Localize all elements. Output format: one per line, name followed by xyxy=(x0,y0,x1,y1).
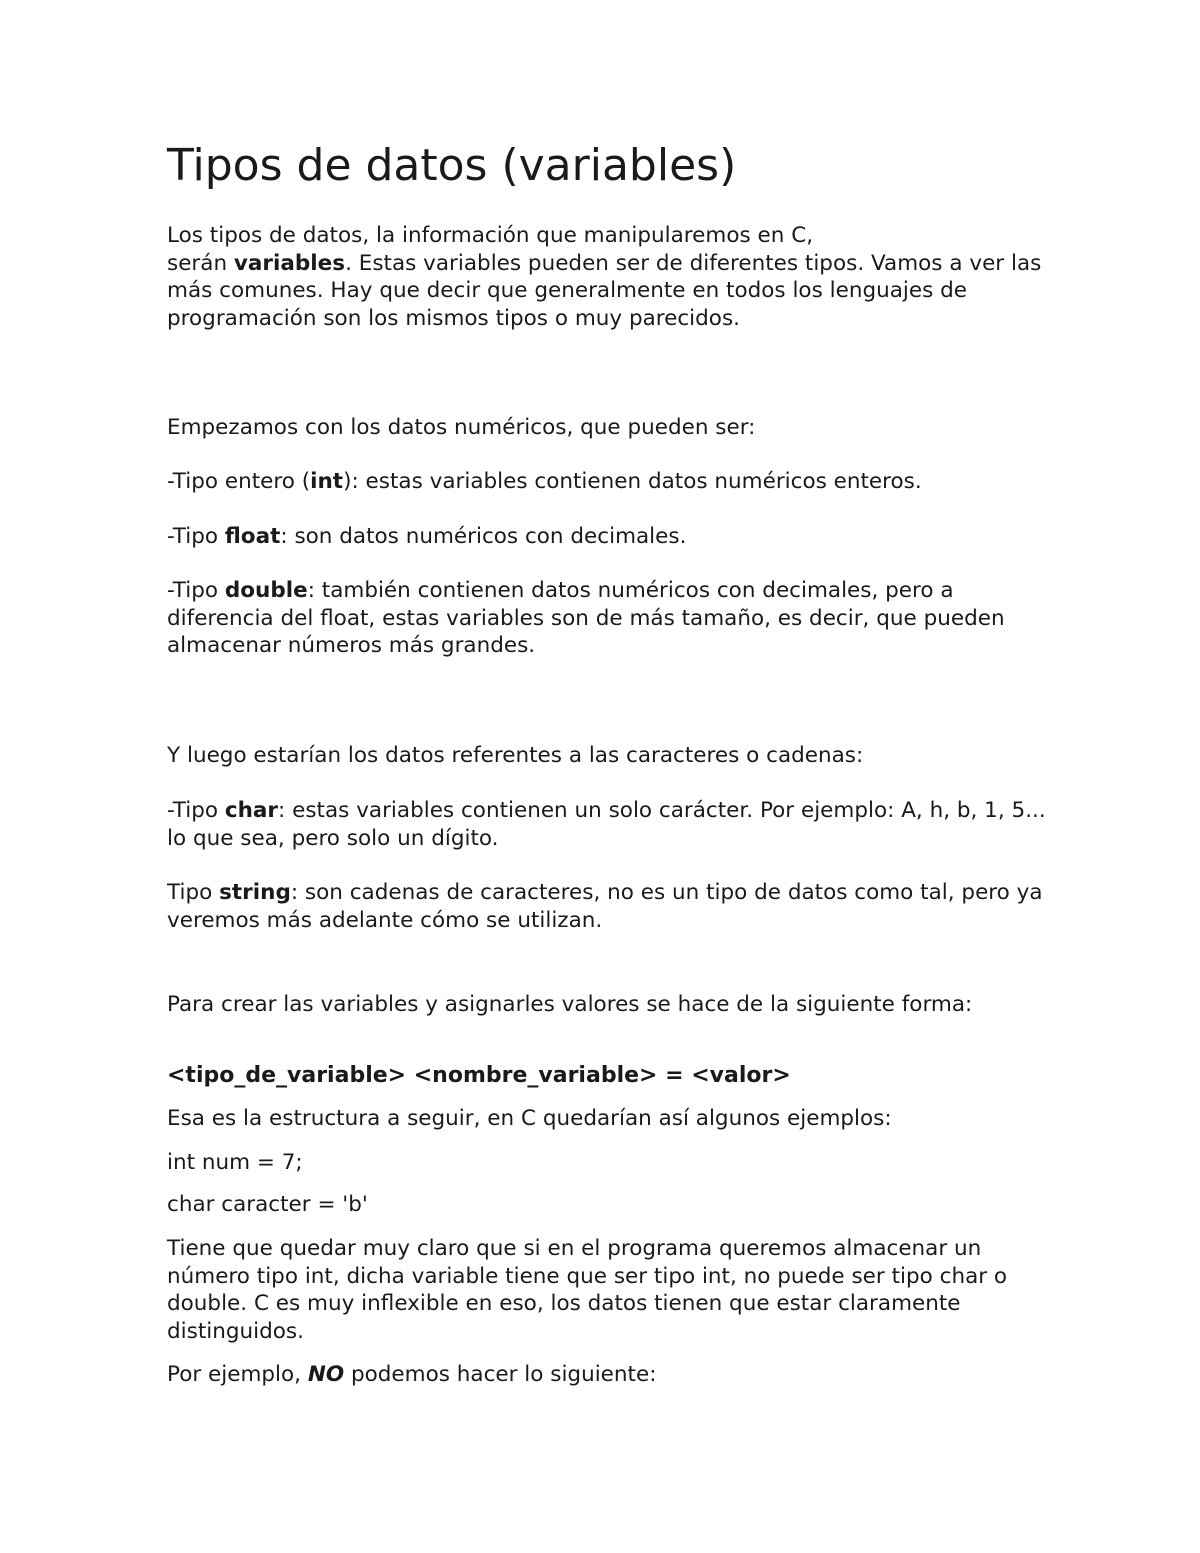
final-pre: Por ejemplo, xyxy=(167,1362,308,1387)
double-item xyxy=(167,577,1047,660)
int-item-bold: int xyxy=(310,469,344,494)
char-item-bold: char xyxy=(224,798,279,823)
code-example-int: int num = 7; xyxy=(167,1150,303,1175)
double-item-pre: -Tipo xyxy=(167,578,225,603)
intro-bold-term: variables xyxy=(233,250,346,276)
string-item-pre: Tipo xyxy=(167,880,220,905)
intro-pre: serán xyxy=(167,250,234,276)
intro-paragraph xyxy=(167,222,1047,332)
int-item-post: ): estas variables contienen datos numéricos enteros. xyxy=(343,469,922,494)
int-item-pre: -Tipo entero ( xyxy=(167,469,311,494)
chars-intro: Y luego estarían los datos referentes a las caracteres o cadenas: xyxy=(167,743,864,768)
float-item-pre: -Tipo xyxy=(167,524,225,549)
char-item xyxy=(167,797,1047,852)
char-item-post: : estas variables contienen un solo carácter. Por ejemplo: A, h, b, 1, 5... lo que sea, pero solo un dígito. xyxy=(167,798,1046,851)
float-item-post: : son datos numéricos con decimales. xyxy=(280,524,687,549)
structure-paragraph: Esa es la estructura a seguir, en C quedarían así algunos ejemplos: xyxy=(167,1106,892,1131)
intro-post: . Estas variables pueden ser de diferentes tipos. Vamos a ver las más comunes. Hay que decir que generalmente en todos los lenguajes de programación son los mismos tipos o muy parecidos. xyxy=(167,250,1042,331)
code-example-char: char caracter = 'b' xyxy=(167,1192,368,1217)
string-item-post: : son cadenas de caracteres, no es un tipo de datos como tal, pero ya veremos más adelante cómo se utilizan. xyxy=(167,880,1043,933)
string-item-bold: string xyxy=(219,880,291,905)
final-paragraph xyxy=(167,1361,1047,1389)
int-item xyxy=(167,468,1047,496)
float-item-bold: float xyxy=(224,524,281,549)
create-intro: Para crear las variables y asignarles valores se hace de la siguiente forma: xyxy=(167,992,973,1017)
syntax-template: <tipo_de_variable> <nombre_variable> = <valor> xyxy=(167,1063,791,1088)
float-item xyxy=(167,523,1047,551)
warning-paragraph: Tiene que quedar muy claro que si en el programa queremos almacenar un número tipo int, dicha variable tiene que ser tipo int, no puede ser tipo char o double. C es muy inflexible en eso, los datos tienen que estar claramente distinguidos. xyxy=(167,1236,1008,1344)
page-title: Tipos de datos (variables) xyxy=(167,140,737,191)
double-item-post: : también contienen datos numéricos con decimales, pero a diferencia del float, estas variables son de más tamaño, es decir, que pueden almacenar números más grandes. xyxy=(167,578,1005,658)
final-post: podemos hacer lo siguiente: xyxy=(344,1362,657,1387)
char-item-pre: -Tipo xyxy=(167,798,225,823)
double-item-bold: double xyxy=(224,578,308,603)
numeric-intro: Empezamos con los datos numéricos, que pueden ser: xyxy=(167,415,756,440)
string-item xyxy=(167,879,1047,934)
final-emphasis: NO xyxy=(307,1362,345,1387)
intro-line-1: Los tipos de datos, la información que manipularemos en C, xyxy=(167,223,814,248)
